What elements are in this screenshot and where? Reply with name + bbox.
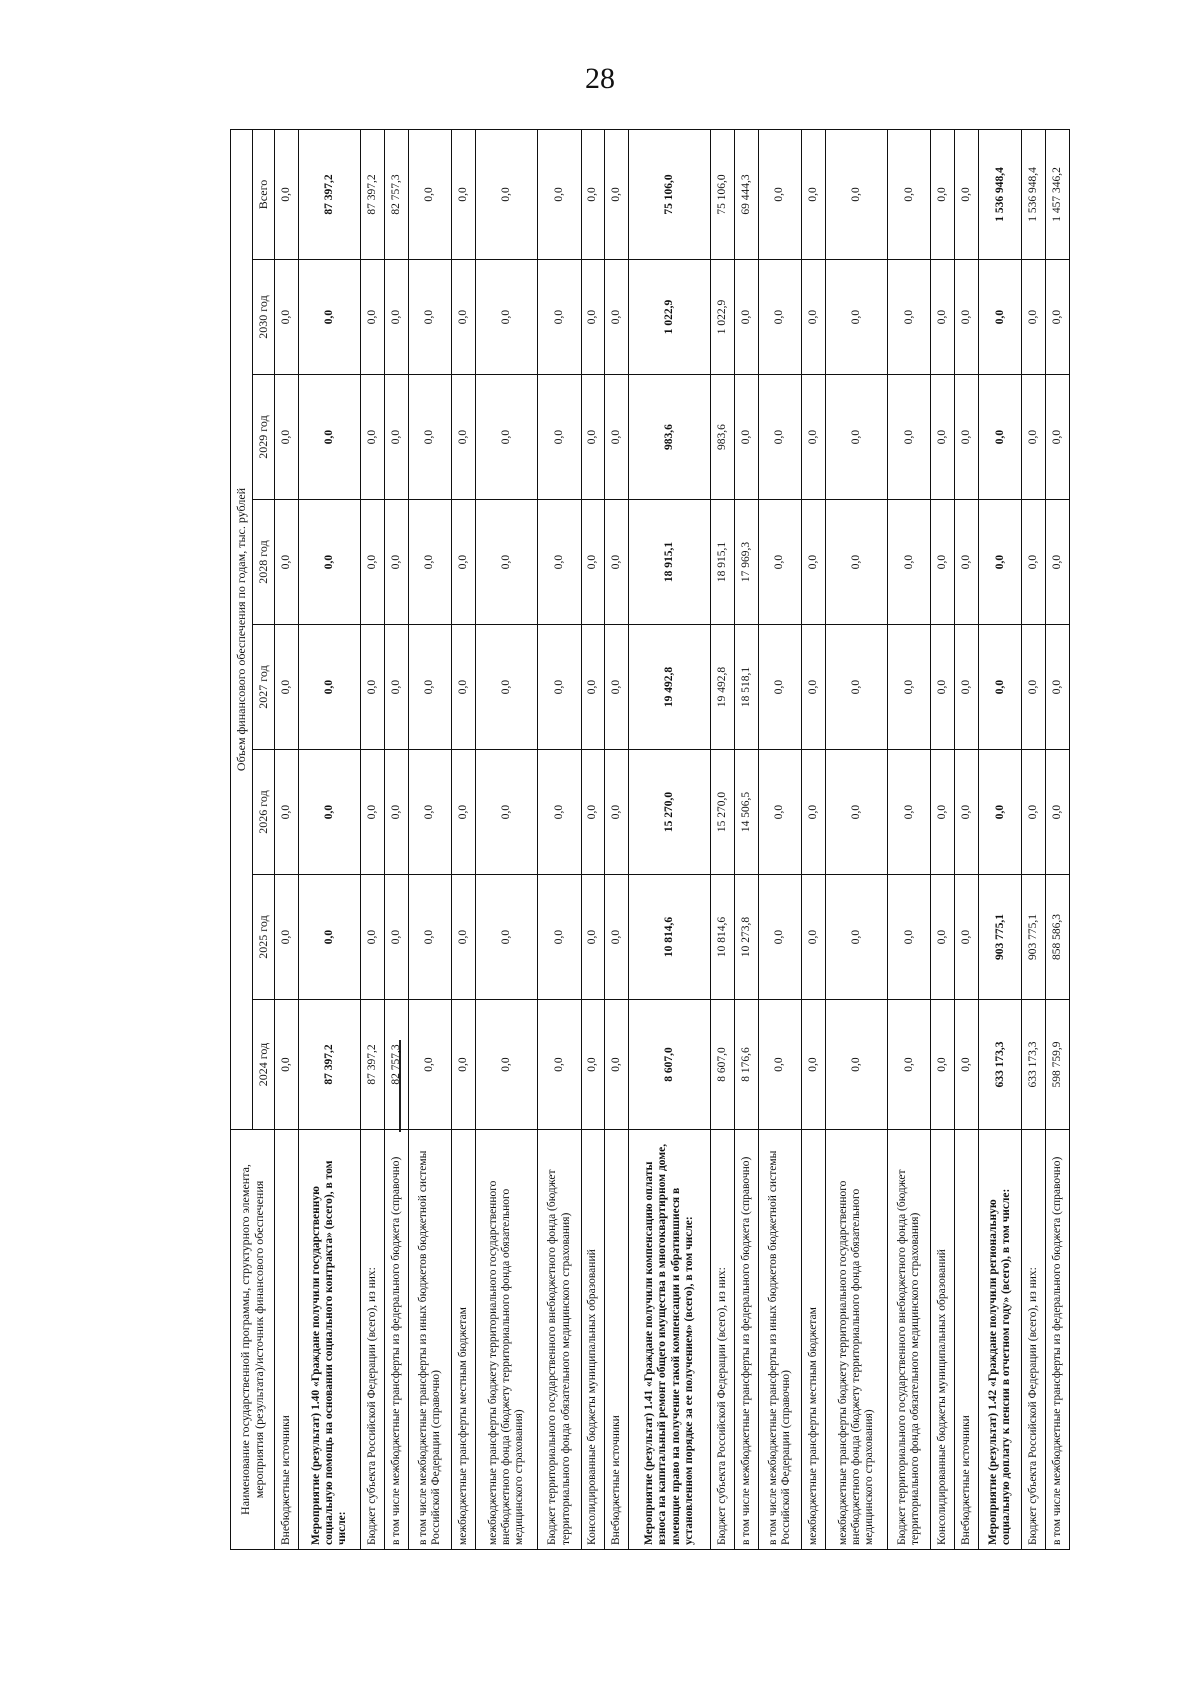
row-value: 0,0 (538, 875, 581, 1000)
row-value: 0,0 (825, 625, 888, 750)
row-value: 87 397,2 (298, 1000, 361, 1130)
row-value: 0,0 (1022, 750, 1046, 875)
row-value: 0,0 (475, 129, 538, 259)
row-value: 0,0 (931, 129, 955, 259)
row-value: 0,0 (475, 625, 538, 750)
table-row (629, 129, 711, 1549)
row-value: 15 270,0 (711, 750, 735, 875)
row-value: 858 586,3 (1046, 875, 1070, 1000)
row-value: 0,0 (385, 500, 409, 625)
table-row (711, 129, 735, 1549)
table-row (825, 129, 888, 1549)
row-value: 87 397,2 (361, 1000, 385, 1130)
row-value: 0,0 (408, 625, 451, 750)
row-value: 0,0 (825, 375, 888, 500)
row-value: 0,0 (931, 500, 955, 625)
row-value: 0,0 (275, 500, 299, 625)
year-header: 2026 год (253, 750, 275, 875)
row-value: 0,0 (538, 500, 581, 625)
row-value: 0,0 (605, 375, 629, 500)
row-value: 0,0 (538, 750, 581, 875)
row-value: 0,0 (452, 625, 476, 750)
rotated-table-container (230, 130, 1070, 1550)
row-value: 1 457 346,2 (1046, 129, 1070, 259)
table-row (538, 129, 581, 1549)
row-value: 0,0 (888, 375, 931, 500)
row-value: 0,0 (452, 129, 476, 259)
row-name: Внебюджетные источники (955, 1130, 979, 1550)
row-value: 0,0 (581, 1000, 605, 1130)
row-value: 0,0 (1046, 500, 1070, 625)
row-name: Бюджет субъекта Российской Федерации (всего), из них: (711, 1130, 735, 1550)
row-value: 0,0 (758, 875, 801, 1000)
row-value: 0,0 (931, 875, 955, 1000)
row-value: 87 397,2 (361, 129, 385, 259)
row-value: 0,0 (452, 375, 476, 500)
row-value: 0,0 (1046, 750, 1070, 875)
row-value: 0,0 (955, 500, 979, 625)
row-value: 0,0 (452, 750, 476, 875)
row-value: 0,0 (275, 129, 299, 259)
row-value: 0,0 (955, 1000, 979, 1130)
row-value: 0,0 (385, 260, 409, 375)
row-value: 0,0 (1022, 375, 1046, 500)
table-row (385, 129, 409, 1549)
table-row (605, 129, 629, 1549)
row-value: 0,0 (581, 500, 605, 625)
row-value: 0,0 (931, 260, 955, 375)
table-row (475, 129, 538, 1549)
row-value: 0,0 (1022, 260, 1046, 375)
row-value: 0,0 (1046, 375, 1070, 500)
row-name: в том числе межбюджетные трансферты из федерального бюджета (справочно) (734, 1130, 758, 1550)
row-value: 0,0 (825, 875, 888, 1000)
row-value: 14 506,5 (734, 750, 758, 875)
row-value: 0,0 (979, 750, 1022, 875)
row-value: 0,0 (801, 260, 825, 375)
row-value: 0,0 (408, 750, 451, 875)
page-number: 28 (585, 62, 615, 95)
row-value: 0,0 (361, 375, 385, 500)
row-name: в том числе межбюджетные трансферты из иных бюджетов бюджетной системы Российской Федерации (справочно) (758, 1130, 801, 1550)
row-value: 10 273,8 (734, 875, 758, 1000)
row-value: 1 536 948,4 (1022, 129, 1046, 259)
row-value: 0,0 (408, 375, 451, 500)
row-value: 598 759,9 (1046, 1000, 1070, 1130)
row-value: 0,0 (408, 875, 451, 1000)
row-name: Бюджет субъекта Российской Федерации (всего), из них: (361, 1130, 385, 1550)
row-value: 0,0 (955, 750, 979, 875)
row-value: 18 915,1 (629, 500, 711, 625)
row-value: 0,0 (1022, 625, 1046, 750)
row-name: в том числе межбюджетные трансферты из федерального бюджета (справочно) (385, 1130, 409, 1550)
row-value: 0,0 (408, 500, 451, 625)
name-column-header: Наименование государственной программы, структурного элемента, мероприятия (результата)/источник финансового обеспечения (231, 1130, 275, 1550)
row-value: 0,0 (605, 875, 629, 1000)
row-value: 0,0 (298, 875, 361, 1000)
row-value: 0,0 (298, 260, 361, 375)
row-value: 8 607,0 (711, 1000, 735, 1130)
table-row (452, 129, 476, 1549)
row-value: 0,0 (955, 129, 979, 259)
row-value: 983,6 (711, 375, 735, 500)
row-value: 18 518,1 (734, 625, 758, 750)
year-header: 2027 год (253, 625, 275, 750)
row-value: 0,0 (581, 375, 605, 500)
year-header: 2028 год (253, 500, 275, 625)
row-value: 0,0 (758, 375, 801, 500)
row-value: 0,0 (888, 750, 931, 875)
year-header: 2025 год (253, 875, 275, 1000)
year-header: 2030 год (253, 260, 275, 375)
row-value: 0,0 (475, 375, 538, 500)
row-value: 19 492,8 (629, 625, 711, 750)
row-value: 0,0 (734, 260, 758, 375)
row-value: 0,0 (801, 1000, 825, 1130)
table-row (581, 129, 605, 1549)
row-value: 0,0 (452, 875, 476, 1000)
row-value: 0,0 (361, 625, 385, 750)
row-name: в том числе межбюджетные трансферты из федерального бюджета (справочно) (1046, 1130, 1070, 1550)
row-value: 10 814,6 (629, 875, 711, 1000)
row-value: 8 176,6 (734, 1000, 758, 1130)
table-row (408, 129, 451, 1549)
row-value: 0,0 (801, 875, 825, 1000)
row-value: 0,0 (605, 260, 629, 375)
row-value: 0,0 (931, 375, 955, 500)
row-value: 0,0 (452, 260, 476, 375)
row-value: 17 969,3 (734, 500, 758, 625)
row-value: 75 106,0 (629, 129, 711, 259)
row-value: 0,0 (605, 750, 629, 875)
row-value: 0,0 (298, 500, 361, 625)
table-row (275, 129, 299, 1549)
row-value: 0,0 (801, 500, 825, 625)
row-value: 10 814,6 (711, 875, 735, 1000)
row-value: 0,0 (361, 750, 385, 875)
row-value: 0,0 (538, 129, 581, 259)
row-value: 0,0 (801, 129, 825, 259)
row-value: 0,0 (888, 1000, 931, 1130)
row-value: 0,0 (385, 625, 409, 750)
row-value: 0,0 (581, 625, 605, 750)
row-value: 82 757,3 (385, 1000, 409, 1130)
row-value: 0,0 (1046, 260, 1070, 375)
row-value: 0,0 (538, 375, 581, 500)
row-value: 0,0 (475, 750, 538, 875)
row-value: 1 022,9 (629, 260, 711, 375)
row-value: 0,0 (475, 1000, 538, 1130)
row-value: 903 775,1 (979, 875, 1022, 1000)
row-value: 0,0 (758, 750, 801, 875)
row-value: 0,0 (408, 260, 451, 375)
row-value: 0,0 (758, 129, 801, 259)
row-value: 0,0 (734, 375, 758, 500)
row-value: 0,0 (979, 625, 1022, 750)
row-value: 0,0 (1022, 500, 1046, 625)
year-header: Всего (253, 129, 275, 259)
row-value: 0,0 (298, 375, 361, 500)
row-value: 0,0 (452, 500, 476, 625)
row-value: 0,0 (361, 260, 385, 375)
row-value: 0,0 (275, 750, 299, 875)
row-value: 0,0 (931, 1000, 955, 1130)
row-value: 0,0 (825, 129, 888, 259)
table-frame (230, 130, 1070, 1550)
row-value: 0,0 (298, 750, 361, 875)
row-value: 0,0 (801, 750, 825, 875)
row-value: 0,0 (385, 375, 409, 500)
table-row (1022, 129, 1046, 1549)
table-row (758, 129, 801, 1549)
year-header: 2029 год (253, 375, 275, 500)
table-row (298, 129, 361, 1549)
row-value: 1 022,9 (711, 260, 735, 375)
row-name: Внебюджетные источники (275, 1130, 299, 1550)
row-value: 0,0 (605, 1000, 629, 1130)
row-value: 0,0 (931, 625, 955, 750)
row-name: Внебюджетные источники (605, 1130, 629, 1550)
row-value: 1 536 948,4 (979, 129, 1022, 259)
row-value: 0,0 (275, 1000, 299, 1130)
row-value: 0,0 (275, 375, 299, 500)
row-value: 0,0 (825, 750, 888, 875)
row-value: 633 173,3 (979, 1000, 1022, 1130)
row-name: Мероприятие (результат) 1.41 «Граждане получили компенсацию оплаты взноса на капитальный ремонт общего имущества в многоквартирном доме, имеющие право на получение такой компенсации и обратившиеся в установленном порядке за ее получением» (всего), в том числе: (629, 1130, 711, 1550)
row-value: 0,0 (758, 1000, 801, 1130)
row-value: 0,0 (275, 625, 299, 750)
row-value: 0,0 (825, 260, 888, 375)
row-value: 75 106,0 (711, 129, 735, 259)
row-value: 0,0 (581, 875, 605, 1000)
row-value: 0,0 (888, 875, 931, 1000)
row-value: 0,0 (581, 260, 605, 375)
row-value: 0,0 (801, 375, 825, 500)
row-value: 0,0 (979, 260, 1022, 375)
row-value: 0,0 (298, 625, 361, 750)
row-value: 0,0 (825, 1000, 888, 1130)
row-value: 983,6 (629, 375, 711, 500)
row-value: 0,0 (758, 625, 801, 750)
row-value: 0,0 (888, 500, 931, 625)
row-value: 0,0 (385, 750, 409, 875)
row-value: 0,0 (475, 260, 538, 375)
row-value: 87 397,2 (298, 129, 361, 259)
table-row (888, 129, 931, 1549)
row-value: 0,0 (581, 750, 605, 875)
row-value: 0,0 (758, 500, 801, 625)
row-name: Бюджет территориального государственного внебюджетного фонда (бюджет территориального фонда обязательного медицинского страхования) (538, 1130, 581, 1550)
row-value: 0,0 (452, 1000, 476, 1130)
table-row (1046, 129, 1070, 1549)
row-name: Мероприятие (результат) 1.40 «Граждане получили государственную социальную помощь на основании социального контракта» (всего), в том числе: (298, 1130, 361, 1550)
row-value: 0,0 (385, 875, 409, 1000)
row-value: 0,0 (1046, 625, 1070, 750)
row-value: 0,0 (581, 129, 605, 259)
row-value: 0,0 (801, 625, 825, 750)
row-value: 69 444,3 (734, 129, 758, 259)
row-value: 0,0 (931, 750, 955, 875)
row-value: 82 757,3 (385, 129, 409, 259)
row-value: 0,0 (888, 260, 931, 375)
row-value: 0,0 (605, 625, 629, 750)
table-row (361, 129, 385, 1549)
row-value: 0,0 (605, 500, 629, 625)
row-value: 0,0 (475, 875, 538, 1000)
row-value: 0,0 (979, 375, 1022, 500)
row-name: Консолидированные бюджеты муниципальных образований (581, 1130, 605, 1550)
row-name: межбюджетные трансферты бюджету территориального государственного внебюджетного фонда (бюджету территориального фонда обязательного медицинского страхования) (475, 1130, 538, 1550)
row-value: 0,0 (538, 1000, 581, 1130)
row-value: 18 915,1 (711, 500, 735, 625)
row-value: 0,0 (475, 500, 538, 625)
row-value: 8 607,0 (629, 1000, 711, 1130)
row-value: 0,0 (825, 500, 888, 625)
row-value: 0,0 (955, 625, 979, 750)
row-value: 0,0 (979, 500, 1022, 625)
table-row (801, 129, 825, 1549)
row-value: 903 775,1 (1022, 875, 1046, 1000)
row-value: 0,0 (361, 500, 385, 625)
row-value: 0,0 (955, 875, 979, 1000)
row-value: 0,0 (275, 260, 299, 375)
table-row (734, 129, 758, 1549)
row-name: межбюджетные трансферты местным бюджетам (452, 1130, 476, 1550)
row-value: 0,0 (538, 260, 581, 375)
table-row (931, 129, 955, 1549)
row-name: в том числе межбюджетные трансферты из иных бюджетов бюджетной системы Российской Федерации (справочно) (408, 1130, 451, 1550)
row-name: межбюджетные трансферты местным бюджетам (801, 1130, 825, 1550)
row-value: 0,0 (408, 1000, 451, 1130)
row-value: 0,0 (955, 375, 979, 500)
table-row (979, 129, 1022, 1549)
financing-table (230, 129, 1070, 1550)
row-value: 0,0 (758, 260, 801, 375)
row-value: 0,0 (605, 129, 629, 259)
row-value: 19 492,8 (711, 625, 735, 750)
row-value: 633 173,3 (1022, 1000, 1046, 1130)
year-header: 2024 год (253, 1000, 275, 1130)
row-name: Консолидированные бюджеты муниципальных образований (931, 1130, 955, 1550)
row-value: 0,0 (888, 625, 931, 750)
row-name: межбюджетные трансферты бюджету территориального государственного внебюджетного фонда (бюджету территориального фонда обязательного медицинского страхования) (825, 1130, 888, 1550)
row-name: Мероприятие (результат) 1.42 «Граждане получили региональную социальную доплату к пенсии в отчетном году» (всего), в том числе: (979, 1130, 1022, 1550)
row-value: 0,0 (408, 129, 451, 259)
row-value: 0,0 (361, 875, 385, 1000)
table-row (955, 129, 979, 1549)
row-value: 0,0 (538, 625, 581, 750)
row-value: 15 270,0 (629, 750, 711, 875)
row-name: Бюджет субъекта Российской Федерации (всего), из них: (1022, 1130, 1046, 1550)
volume-header: Объем финансового обеспечения по годам, тыс. рублей (231, 129, 253, 1129)
row-value: 0,0 (955, 260, 979, 375)
row-value: 0,0 (888, 129, 931, 259)
row-value: 0,0 (275, 875, 299, 1000)
row-name: Бюджет территориального государственного внебюджетного фонда (бюджет территориального фонда обязательного медицинского страхования) (888, 1130, 931, 1550)
